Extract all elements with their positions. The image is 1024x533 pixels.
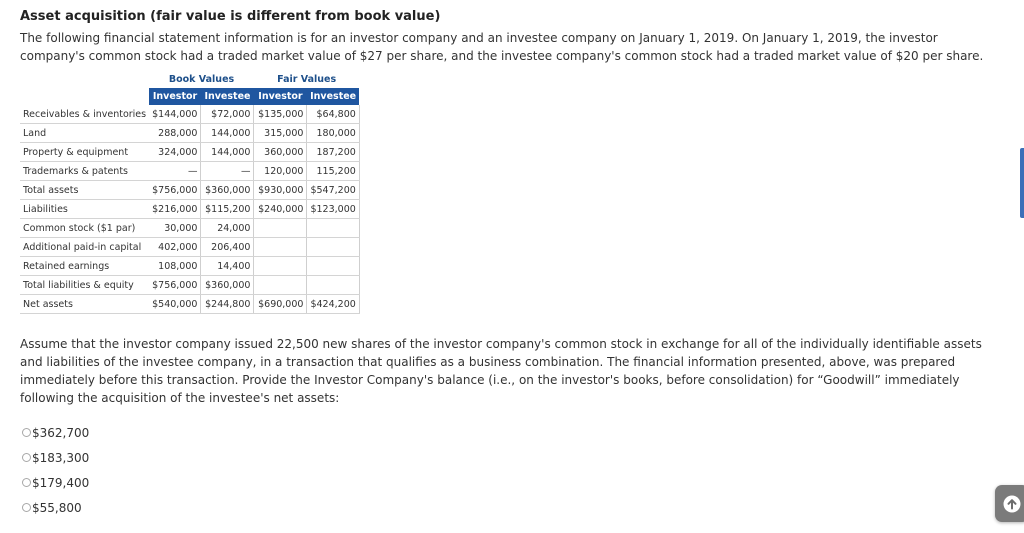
table-cell: $540,000 — [149, 295, 201, 314]
table-cell — [254, 238, 307, 257]
question-text: Assume that the investor company issued 22,500 new shares of the investor company's common stock in exchange for all of the individually identifiable assets and liabilities of the investee company, in a transaction that qualifies as a business combination. The financial information presented, above, was prepared immediately before this transaction. Provide the Investor Company's balance (i.e., on the investor's books, before consolidation) for “Goodwill” immediately following the acquisition of the investee's net assets: — [20, 337, 982, 405]
scroll-indicator[interactable] — [1020, 148, 1024, 218]
row-label: Receivables & inventories — [20, 105, 149, 124]
table-cell: 144,000 — [201, 143, 254, 162]
row-label: Total assets — [20, 181, 149, 200]
answer-option[interactable] — [22, 445, 89, 470]
radio-button[interactable] — [22, 478, 31, 487]
table-cell: 115,200 — [307, 162, 359, 181]
row-label: Total liabilities & equity — [20, 276, 149, 295]
question-title: Asset acquisition (fair value is different from book value) — [20, 9, 441, 24]
table-cell: $123,000 — [307, 200, 359, 219]
answer-options — [22, 420, 89, 520]
option-label: $55,800 — [32, 500, 82, 515]
table-cell: $690,000 — [254, 295, 307, 314]
table-cell: 315,000 — [254, 124, 307, 143]
table-cell: $144,000 — [149, 105, 201, 124]
table-cell: $135,000 — [254, 105, 307, 124]
fair-values-header: Fair Values — [254, 71, 359, 88]
answer-option[interactable] — [22, 495, 89, 520]
back-to-top-button[interactable] — [995, 485, 1024, 522]
table-cell: 180,000 — [307, 124, 359, 143]
table-cell: 14,400 — [201, 257, 254, 276]
table-cell — [254, 219, 307, 238]
table-cell — [254, 257, 307, 276]
row-label: Land — [20, 124, 149, 143]
table-cell: $756,000 — [149, 276, 201, 295]
table-cell: — — [201, 162, 254, 181]
table-cell: $930,000 — [254, 181, 307, 200]
table-cell — [307, 219, 359, 238]
table-cell: 206,400 — [201, 238, 254, 257]
table-row — [20, 200, 359, 219]
table-cell: $756,000 — [149, 181, 201, 200]
table-cell — [307, 238, 359, 257]
intro-text: The following financial statement information is for an investor company and an investee company on January 1, 2019. On January 1, 2019, the investor company's common stock had a traded market value of $27 per share, and the investee company's common stock had a traded market value of $20 per share. — [20, 31, 984, 63]
table-cell: 324,000 — [149, 143, 201, 162]
col-header-investee-book: Investee — [201, 88, 254, 105]
table-cell — [307, 257, 359, 276]
financial-statement-table — [20, 71, 360, 314]
table-row — [20, 238, 359, 257]
table-row — [20, 219, 359, 238]
row-label: Additional paid-in capital — [20, 238, 149, 257]
option-label: $183,300 — [32, 450, 90, 465]
table-cell: $360,000 — [201, 181, 254, 200]
table-cell: $424,200 — [307, 295, 359, 314]
table-cell: $360,000 — [201, 276, 254, 295]
radio-button[interactable] — [22, 428, 31, 437]
table-row — [20, 162, 359, 181]
table-cell: $64,800 — [307, 105, 359, 124]
table-cell: $547,200 — [307, 181, 359, 200]
table-row — [20, 143, 359, 162]
col-header-investor-book: Investor — [149, 88, 201, 105]
radio-button[interactable] — [22, 453, 31, 462]
table-cell: — — [149, 162, 201, 181]
table-row — [20, 105, 359, 124]
option-label: $362,700 — [32, 425, 90, 440]
book-values-header: Book Values — [149, 71, 254, 88]
col-header-investee-fair: Investee — [307, 88, 359, 105]
answer-option[interactable] — [22, 470, 89, 495]
table-cell: $240,000 — [254, 200, 307, 219]
table-cell — [254, 276, 307, 295]
table-cell: 120,000 — [254, 162, 307, 181]
table-cell: $244,800 — [201, 295, 254, 314]
row-label: Common stock ($1 par) — [20, 219, 149, 238]
table-row — [20, 124, 359, 143]
option-label: $179,400 — [32, 475, 90, 490]
arrow-up-circle-icon — [1003, 495, 1021, 513]
row-label: Property & equipment — [20, 143, 149, 162]
table-row — [20, 276, 359, 295]
table-cell: $216,000 — [149, 200, 201, 219]
row-label: Retained earnings — [20, 257, 149, 276]
row-label: Liabilities — [20, 200, 149, 219]
table-cell: 187,200 — [307, 143, 359, 162]
answer-option[interactable] — [22, 420, 89, 445]
table-cell: 360,000 — [254, 143, 307, 162]
table-row — [20, 257, 359, 276]
table-row — [20, 181, 359, 200]
table-cell: 144,000 — [201, 124, 254, 143]
row-label: Net assets — [20, 295, 149, 314]
col-header-investor-fair: Investor — [254, 88, 307, 105]
row-label: Trademarks & patents — [20, 162, 149, 181]
table-cell: 108,000 — [149, 257, 201, 276]
table-cell: 24,000 — [201, 219, 254, 238]
table-cell: 288,000 — [149, 124, 201, 143]
table-cell — [307, 276, 359, 295]
table-cell: 30,000 — [149, 219, 201, 238]
table-row — [20, 295, 359, 314]
table-cell: $115,200 — [201, 200, 254, 219]
radio-button[interactable] — [22, 503, 31, 512]
table-cell: $72,000 — [201, 105, 254, 124]
table-cell: 402,000 — [149, 238, 201, 257]
